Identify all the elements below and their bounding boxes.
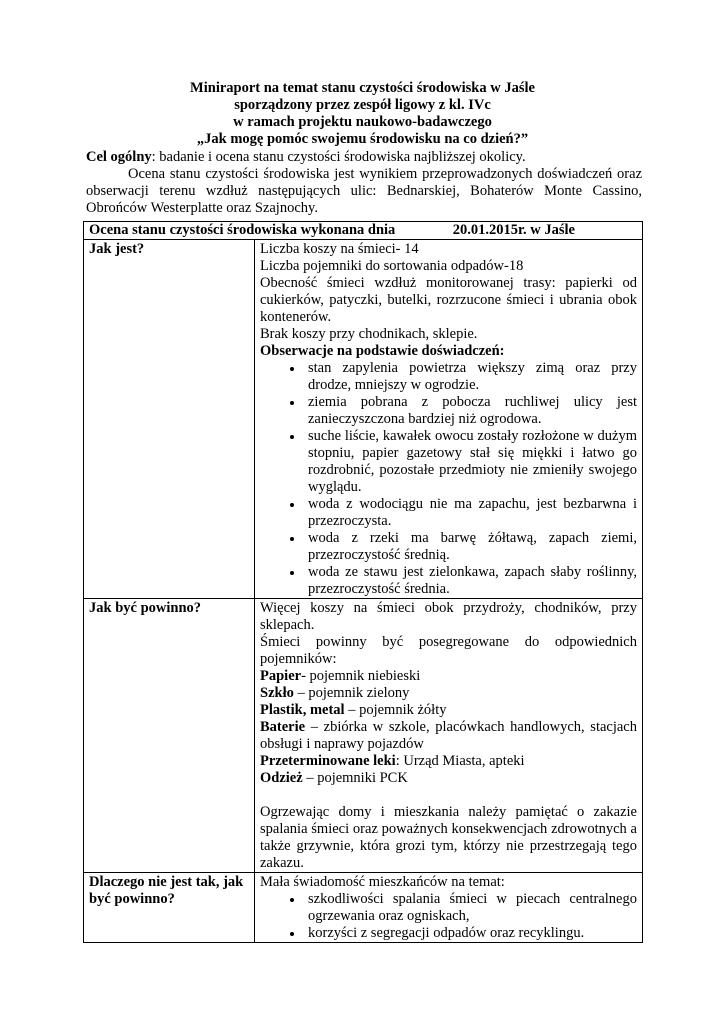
row-label-jak-byc-powinno: Jak być powinno? (84, 599, 255, 873)
item-key: Baterie (260, 719, 306, 735)
list-item: korzyści z segregacji odpadów oraz recyklingu. (290, 925, 637, 942)
item-key: Plastik, metal (260, 702, 345, 718)
table-row (84, 240, 643, 599)
title-line-3: w ramach projektu naukowo-badawczego (233, 114, 492, 130)
item-value: – pojemniki PCK (302, 770, 408, 786)
item-key: Szkło (260, 685, 294, 701)
observations-list (260, 360, 637, 598)
list-item: suche liście, kawałek owocu zostały rozłożone w dużym stopniu, papier gazetowy stał się miękki i łatwo go rozdrobnić, pozostałe przedmioty nie zmieniły swojego wyglądu. (290, 428, 637, 496)
row-label-jak-jest: Jak jest? (84, 240, 255, 599)
goal-label: Cel ogólny (86, 149, 152, 165)
table-header-row (84, 222, 643, 240)
row-content-dlaczego (255, 873, 643, 943)
item-clothing (260, 770, 637, 787)
list-item: woda ze stawu jest zielonkawa, zapach słaby roślinny, przezroczystość średnia. (290, 564, 637, 598)
row-content-jak-byc-powinno (255, 599, 643, 873)
item-value: – pojemnik zielony (293, 685, 410, 701)
line-missing-bins: Brak koszy przy chodnikach, sklepie. (260, 326, 478, 342)
line-segregation: Śmieci powinny być posegregowane do odpowiednich pojemników: (260, 634, 637, 667)
list-item: woda z wodociągu nie ma zapachu, jest bezbarwna i przezroczysta. (290, 496, 637, 530)
list-item: ziemia pobrana z pobocza ruchliwej ulicy jest zanieczyszczona bardziej niż ogrodowa. (290, 394, 637, 428)
intro-paragraph: Ocena stanu czystości środowiska jest wynikiem przeprowadzonych doświadczeń oraz obserwacji terenu wzdłuż następujących ulic: Bednarskiej, Bohaterów Monte Cassino, Obrońców Westerplatte oraz Szajnochy. (86, 166, 642, 216)
intro-section (86, 149, 642, 217)
list-item: stan zapylenia powietrza większy zimą oraz przy drodze, mniejszy w ogrodzie. (290, 360, 637, 394)
item-value: – pojemnik żółty (344, 702, 447, 718)
closing-paragraph: Ogrzewając domy i mieszkania należy pamiętać o zakazie spalania śmieci oraz poważnych konsekwencjach zdrowotnych a także grzywnie, która grozi tym, którzy nie przestrzegają tego zakazu. (260, 804, 637, 871)
title-line-4: „Jak mogę pomóc swojemu środowisku na co dzień?” (196, 131, 529, 147)
awareness-list (260, 891, 637, 942)
line-awareness: Mała świadomość mieszkańców na temat: (260, 874, 505, 890)
goal-paragraph (86, 149, 642, 166)
title-line-2: sporządzony przez zespół ligowy z kl. IVc (234, 97, 491, 113)
item-key: Papier (260, 668, 302, 684)
line-litter: Obecność śmieci wzdłuż monitorowanej trasy: papierki od cukierków, patyczki, butelki, rozrzucone śmieci i ubrania obok kontenerów. (260, 275, 637, 325)
item-glass (260, 685, 637, 702)
item-medicines (260, 753, 637, 770)
line-more-bins: Więcej koszy na śmieci obok przydroży, chodników, przy sklepach. (260, 600, 637, 633)
item-value: – zbiórka w szkole, placówkach handlowych, stacjach obsługi i naprawy pojazdów (260, 719, 637, 752)
list-item: szkodliwości spalania śmieci w piecach centralnego ogrzewania oraz ogniskach, (290, 891, 637, 925)
goal-text: : badanie i ocena stanu czystości środowiska najbliższej okolicy. (151, 149, 526, 165)
list-item: woda z rzeki ma barwę żółtawą, zapach ziemi, przezroczystość średnią. (290, 530, 637, 564)
table-row (84, 873, 643, 943)
header-left: Ocena stanu czystości środowiska wykonana dnia (89, 222, 396, 238)
title-line-1: Miniraport na temat stanu czystości środowiska w Jaśle (190, 80, 535, 96)
header-date: 20.01.2015r. w Jaśle (452, 222, 575, 238)
row-content-jak-jest (255, 240, 643, 599)
line-containers-count: Liczba pojemniki do sortowania odpadów-18 (260, 258, 524, 274)
report-title (80, 80, 645, 148)
table-row (84, 599, 643, 873)
table-header (84, 222, 643, 240)
item-value: : Urząd Miasta, apteki (395, 753, 525, 769)
item-plastic-metal (260, 702, 637, 719)
item-paper (260, 668, 637, 685)
observations-heading: Obserwacje na podstawie doświadczeń: (260, 343, 505, 359)
line-bins-count: Liczba koszy na śmieci- 14 (260, 241, 419, 257)
assessment-table (83, 221, 643, 943)
item-key: Odzież (260, 770, 303, 786)
item-key: Przeterminowane leki (260, 753, 396, 769)
item-value: - pojemnik niebieski (301, 668, 421, 684)
item-batteries (260, 719, 637, 753)
row-label-dlaczego: Dlaczego nie jest tak, jak być powinno? (84, 873, 255, 943)
spacer (260, 787, 637, 804)
